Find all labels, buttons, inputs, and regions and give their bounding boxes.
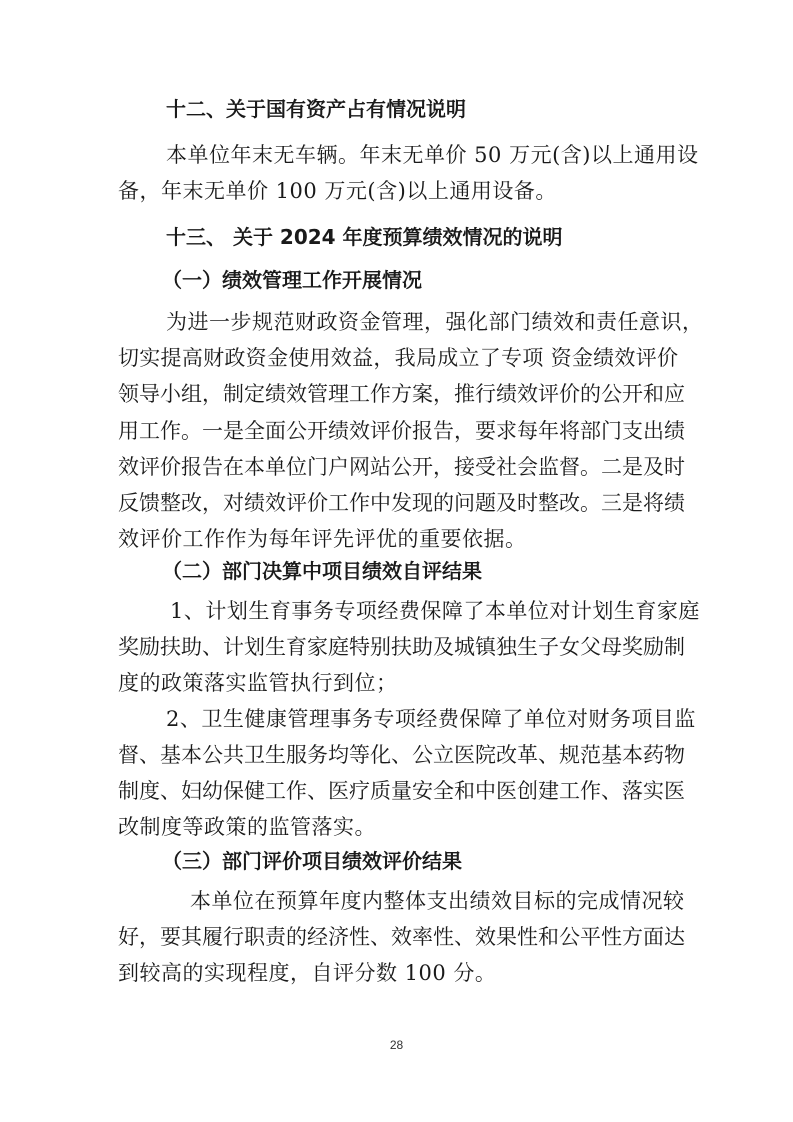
section-12-line-1: 本单位年末无车辆。年末无单价 50 万元(含)以上通用设	[166, 143, 699, 167]
page-number: 28	[389, 1038, 404, 1052]
subsection-1-line-2: 切实提高财政资金使用效益，我局成立了专项 资金绩效评价	[118, 346, 678, 370]
subsection-1-line-1: 为进一步规范财政资金管理，强化部门绩效和责任意识，	[166, 310, 704, 334]
subsection-3-line-1: 本单位在预算年度内整体支出绩效目标的完成情况较	[190, 889, 685, 913]
subsection-2-line-3: 度的政策落实监管执行到位；	[118, 671, 398, 695]
subsection-2-line-4: 2、卫生健康管理事务专项经费保障了单位对财务项目监	[166, 707, 696, 731]
subsection-2-line-5: 督、基本公共卫生服务均等化、公立医院改革、规范基本药物	[118, 743, 685, 767]
subsection-1-heading: （一）绩效管理工作开展情况	[162, 268, 422, 292]
section-12-heading: 十二、关于国有资产占有情况说明	[166, 97, 466, 121]
subsection-2-line-2: 奖励扶助、计划生育家庭特别扶助及城镇独生子女父母奖励制	[118, 635, 685, 659]
subsection-3-heading: （三）部门评价项目绩效评价结果	[162, 849, 462, 873]
subsection-1-line-4: 用工作。一是全面公开绩效评价报告，要求每年将部门支出绩	[118, 419, 685, 443]
subsection-2-line-6: 制度、妇幼保健工作、医疗质量安全和中医创建工作、落实医	[118, 779, 685, 803]
subsection-1-line-5: 效评价报告在本单位门户网站公开，接受社会监督。二是及时	[118, 455, 685, 479]
subsection-2-line-7: 改制度等政策的监管落实。	[118, 815, 376, 839]
subsection-2-heading: （二）部门决算中项目绩效自评结果	[162, 559, 482, 583]
section-12-line-2: 备，年末无单价 100 万元(含)以上通用设备。	[118, 179, 557, 203]
subsection-3-line-3: 到较高的实现程度，自评分数 100 分。	[118, 961, 497, 985]
subsection-3-line-2: 好，要其履行职责的经济性、效率性、效果性和公平性方面达	[118, 925, 685, 949]
section-13-heading: 十三、 关于 2024 年度预算绩效情况的说明	[166, 225, 563, 249]
subsection-2-line-1: 1、计划生育事务专项经费保障了本单位对计划生育家庭	[170, 599, 700, 623]
subsection-1-line-3: 领导小组，制定绩效管理工作方案，推行绩效评价的公开和应	[118, 382, 685, 406]
subsection-1-line-6: 反馈整改，对绩效评价工作中发现的问题及时整改。三是将绩	[118, 491, 685, 515]
subsection-1-line-7: 效评价工作作为每年评先评优的重要依据。	[118, 527, 527, 551]
